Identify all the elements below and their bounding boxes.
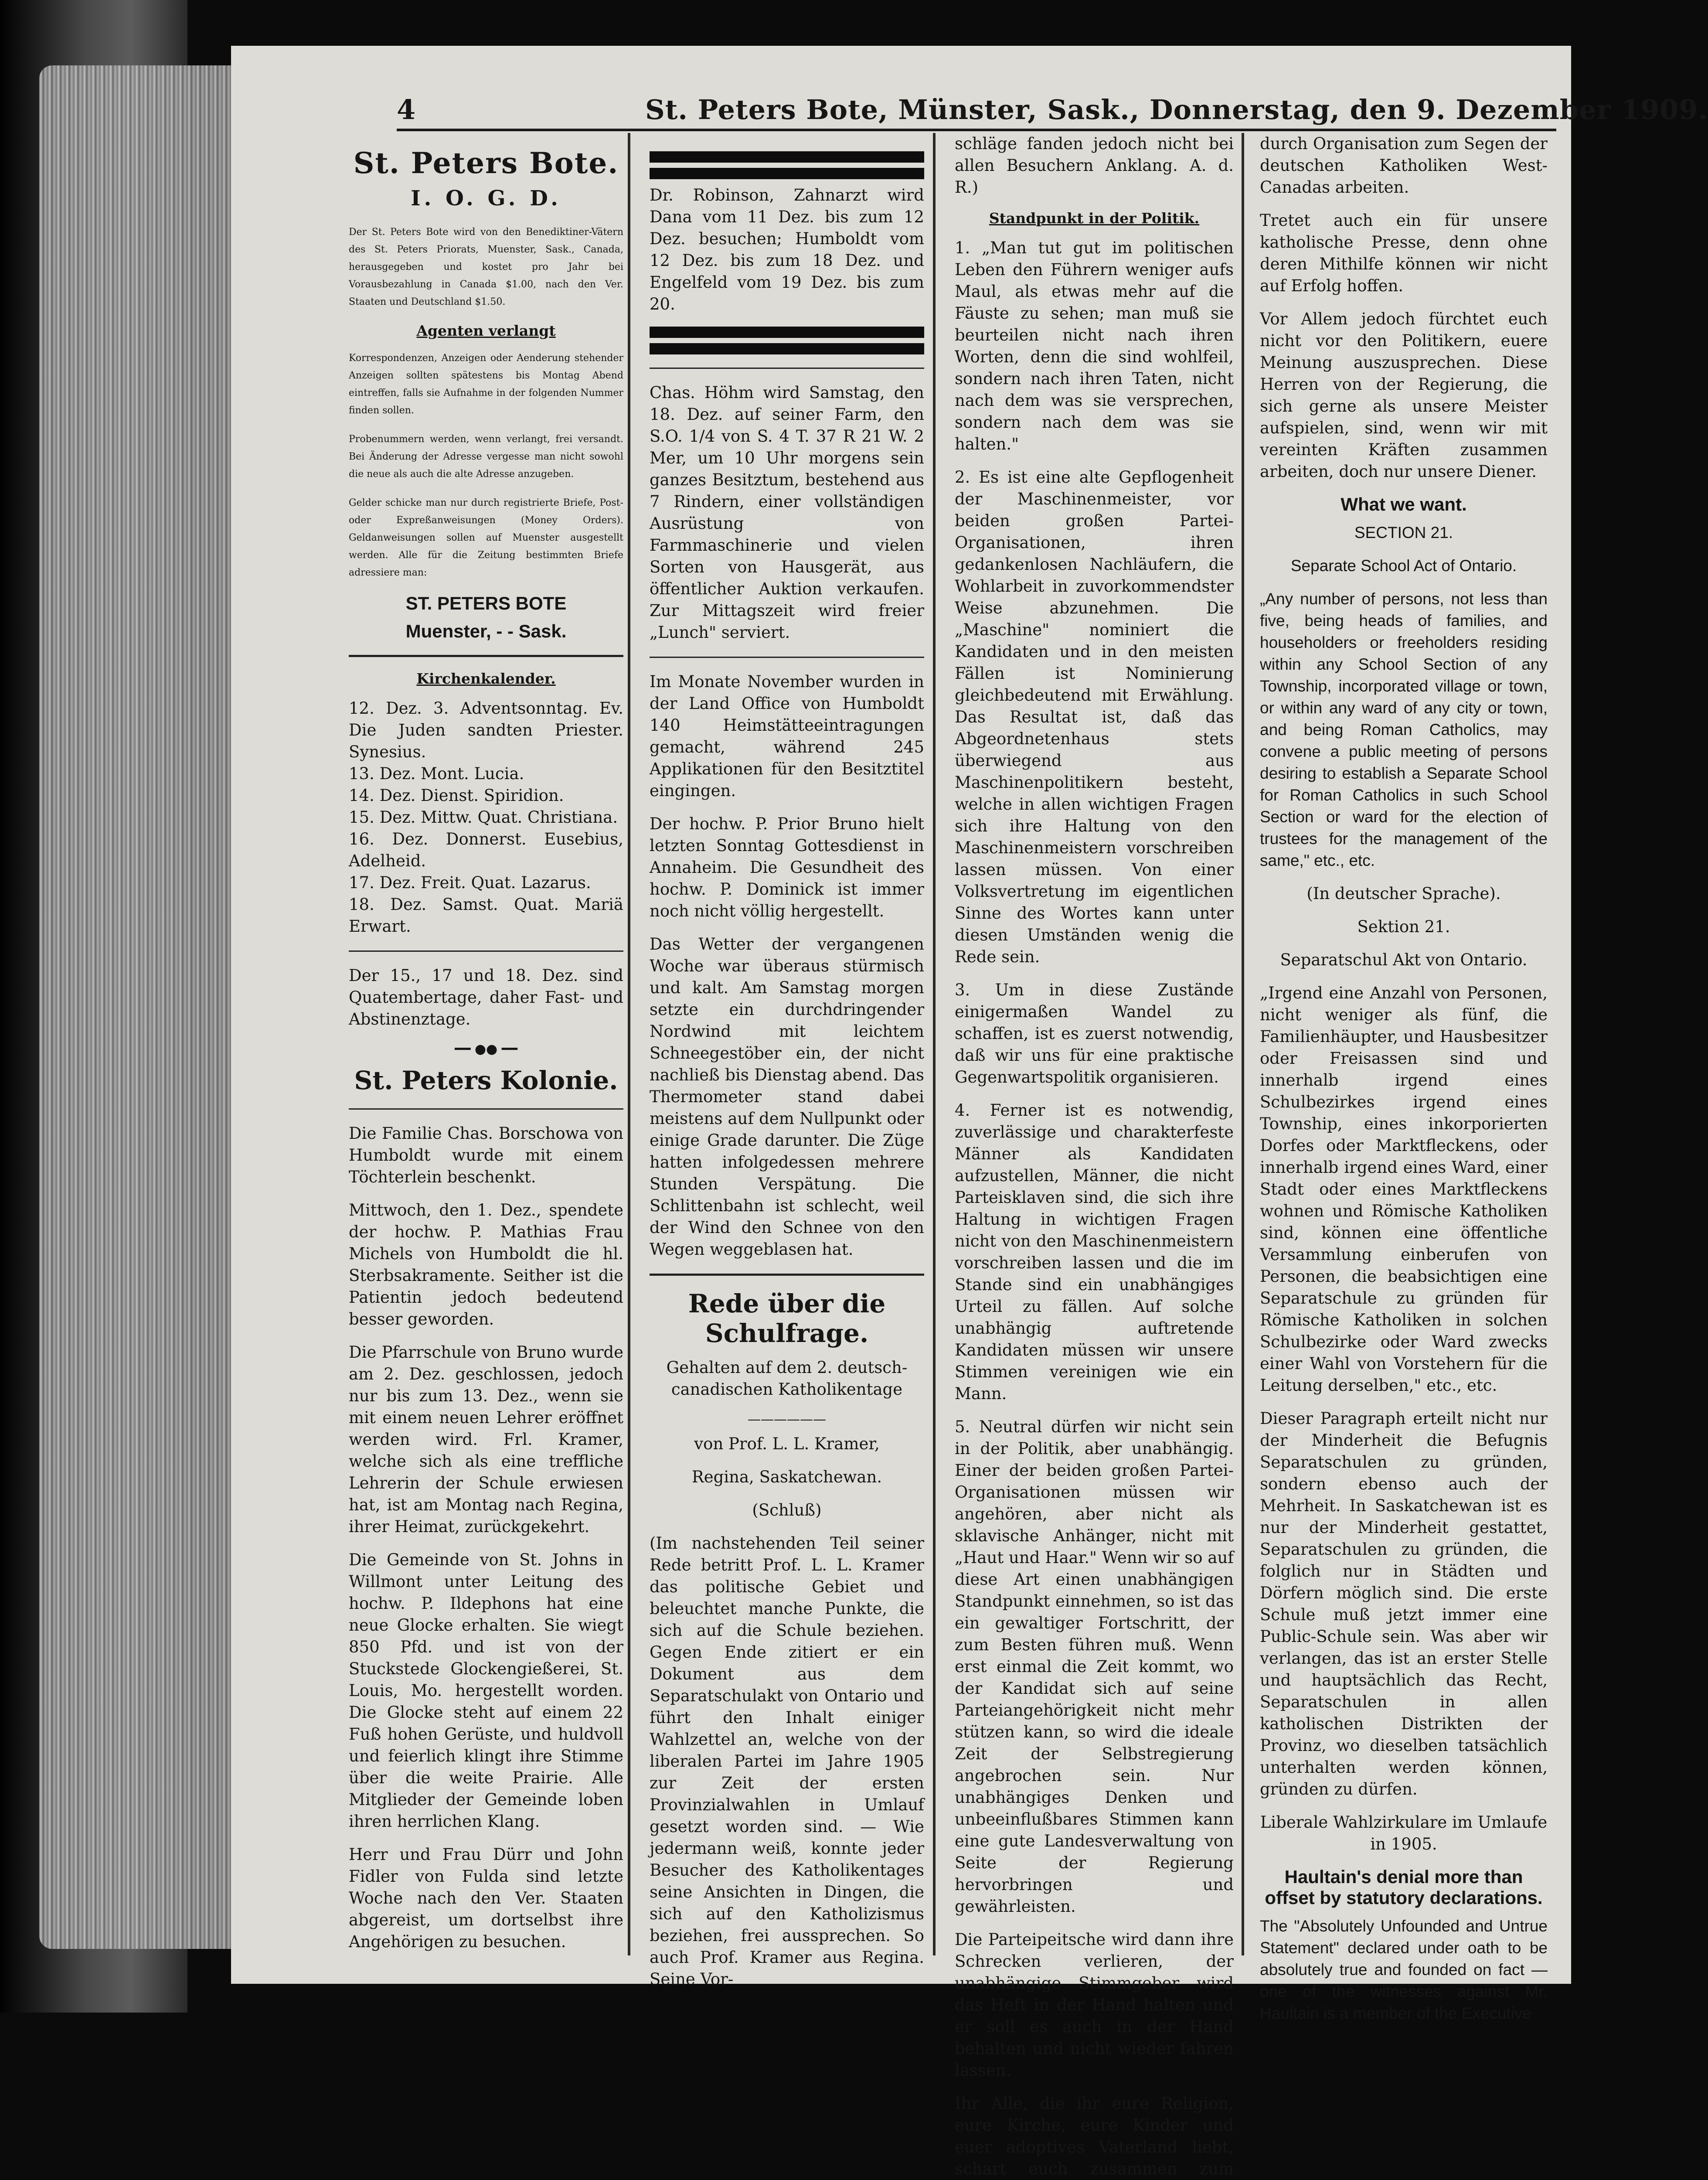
article-paragraph: Die Gemeinde von St. Johns in Willmont unter Leitung des hochw. P. Ildephons hat eine neue Glocke erhalten. Sie wiegt 850 Pfd. und ist von der Stuckstede Glockengießerei, St. Louis, Mo. hergestellt worden. Die Glocke steht auf einem 22 Fuß hohen Gerüste, und huldvoll und feierlich klingt ihre Stimme über die weite Prairie. Alle Mitglieder der Gemeinde loben ihren herrlichen Klang. — [349, 1550, 623, 1831]
article-paragraph: (Im nachstehenden Teil seiner Rede betritt Prof. L. L. Kramer das politische Gebiet und beleuchtet manche Punkte, die sich auf die Schule beziehen. Gegen Ende zitiert er ein Dokument aus dem Separatschulakt von Ontario und führt den Inhalt einiger Wahlzettel an, welche von der liberalen Partei im Jahre 1905 zur Zeit der ersten Provinzialwahlen in Umlauf gesetzt worden sind. — Wie jedermann weiß, konnte jeder Besucher des Katholikentages seine Ansichten in Dingen, die sich auf den Katholizismus beziehen, frei aussprechen. So auch Prof. Kramer aus Regina. Seine Vor- — [650, 1534, 924, 1989]
money-text: Gelder schicke man nur durch registrierte Briefe, Post- oder Expreßanweisungen (Money Orders). Geldanweisungen sollen auf Muenster ausgestellt werden. Alle für die Zeitung bestimmten Briefe adressiere man: — [349, 497, 623, 578]
divider — [650, 368, 924, 369]
haultain-article — [1260, 1915, 1548, 2024]
kirchenkalender-note: Der 15., 17 und 18. Dez. sind Quatembertage, daher Fast- und Abstinenztage. — [349, 966, 623, 1029]
section-label: SECTION 21. — [1354, 524, 1453, 542]
masthead-motto: I. O. G. D. — [411, 186, 561, 211]
column-1 — [349, 146, 623, 1969]
column-rule-2 — [933, 133, 936, 1955]
redacted-bar — [650, 168, 924, 179]
kolonie-heading: St. Peters Kolonie. — [354, 1066, 618, 1095]
masthead-title: St. Peters Bote. — [353, 146, 619, 180]
samples-text: Probenummern werden, wenn verlangt, frei versandt. Bei Änderung der Adresse vergesse man nicht sowohl die neue als auch die alte Adresse anzugeben. — [349, 434, 623, 480]
article-paragraph: The "Absolutely Unfounded and Untrue Statement" declared under oath to be absolutely true and founded on fact — one of the witnesses against Mr. Haultain is a member of the Executive — [1260, 1917, 1548, 2022]
article-paragraph: 2. Es ist eine alte Gepflogenheit der Maschinenmeister, vor beiden großen Partei-Organisationen, ihren gedankenlosen Nachläufern, die Wohlarbeit in zuvorkommendster Weise abzunehmen. Die „Maschine" nominiert die Kandidaten und in den meisten Fällen ist Nominierung gleichbedeutend mit Erwählung. Das Resultat ist, daß das Abgeordnetenhaus stets überwiegend aus Maschinenpolitikern besteht, welche in allen wichtigen Fragen sich ihre Haltung von den Maschinenmeistern vorschreiben lassen müssen. Von einer Volksvertretung im eigentlichen Sinne des Wortes kann unter diesen Umständen wenig die Rede sein. — [955, 468, 1234, 966]
article-paragraph: Vor Allem jedoch fürchtet euch nicht vor den Politikern, euere Meinung auszusprechen. Diese Herren von der Regierung, die sich gerne als unsere Meister aufspielen, sind, wenn wir mit vereinten Kräften zusammen arbeiten, doch nur unsere Diener. — [1260, 310, 1548, 481]
article-paragraph: 5. Neutral dürfen wir nicht sein in der Politik, aber unabhängig. Einer der beiden großen Partei-Organisationen müssen wir angehören, aber nicht als sklavische Anhänger, nicht mit „Haut und Haar." Wenn wir so auf diese Art einen unabhängigen Standpunkt einnehmen, so ist das ein gewaltiger Fortschritt, der zum Besten führen muß. Wenn erst einmal die Zeit kommt, wo der Kandidat sich auf seine Parteiangehörigkeit nicht mehr stützen kann, so wird die ideale Zeit der Selbstregierung angebrochen sein. Nur unabhängiges Denken und unbeeinflußbares Stimmen kann eine gute Landesverwaltung von Seite der Regierung hervorbringen und gewährleisten. — [955, 1417, 1234, 1916]
divider — [650, 1274, 924, 1276]
article-paragraph: 1. „Man tut gut im politischen Leben den Führern weniger aufs Maul, als etwas mehr auf die Fäuste zu sehen; man muß sie beurteilen nicht nach ihren Worten, denn die sind wohlfeil, sondern nach ihren Taten, nicht nach dem was sie versprechen, sondern nach dem was sie halten." — [955, 238, 1234, 453]
agents-text: Korrespondenzen, Anzeigen oder Aenderung stehender Anzeigen sollten spätestens bis Montag Abend eintreffen, falls sie Aufnahme in der folgenden Nummer finden sollen. — [349, 353, 623, 416]
kirchenkalender-heading: Kirchenkalender. — [416, 670, 556, 687]
article-paragraph: Das Wetter der vergangenen Woche war überaus stürmisch und kalt. Am Samstag morgen setzte ein durchdringender Nordwind mit leichtem Schneegestöber ein, der nicht nachließ bis Dienstag abend. Das Thermometer stand dabei meistens auf dem Nullpunkt oder einige Grade darunter. Die Züge hatten infolgedessen mehrere Stunden Verspätung. Die Schlittenbahn ist schlecht, weil der Wind den Schnee von den Wegen weggeblasen hat. — [650, 935, 924, 1259]
rede-subtitle: Gehalten auf dem 2. deutsch-canadischen Katholikentage — [666, 1358, 908, 1399]
article-paragraph: Tretet auch ein für unsere katholische Presse, denn ohne deren Mithilfe können wir nicht auf Erfolg hoffen. — [1260, 211, 1548, 295]
list-item: 15. Dez. Mittw. Quat. Christiana. — [349, 808, 618, 827]
list-item: 18. Dez. Samst. Quat. Mariä Erwart. — [349, 895, 623, 936]
list-item: 17. Dez. Freit. Quat. Lazarus. — [349, 873, 591, 892]
address-name: ST. PETERS BOTE — [405, 593, 567, 613]
what-we-want-heading: What we want. — [1341, 494, 1467, 514]
article-paragraph: Dieser Paragraph erteilt nicht nur der Minderheit die Befugnis Separatschulen zu gründen, sondern ebenso auch der Mehrheit. In Saskatchewan ist es nur der Minderheit gestattet, Separatschulen zu gründen, die folglich nur in Städten und Dörfern möglich sind. Die erste Schule muß jetzt immer eine Public-Schule sein. Was aber wir verlangen, das ist an erster Stelle und hauptsächlich das Recht, Separatschulen in allen katholischen Distrikten der Provinz, wo dieselben tatsächlich unterhalten werden können, gründen zu dürfen. — [1260, 1409, 1548, 1798]
column-rule-1 — [628, 133, 630, 1955]
rede-author: von Prof. L. L. Kramer, — [694, 1434, 880, 1453]
redacted-bar — [650, 151, 924, 163]
redacted-bar — [650, 343, 924, 354]
article-paragraph: „Any number of persons, not less than five, being heads of families, and householders or freeholders residing within any School Section of any Township, incorporated village or town, or within any ward of any city or town, and being Roman Catholics, may convene a public meeting of persons desiring to establish a Separate School for Roman Catholics in such School Section or ward for the election of trustees for the management of the same," etc., etc. — [1260, 590, 1548, 869]
article-paragraph: Dr. Robinson, Zahnarzt wird Dana vom 11 Dez. bis zum 12 Dez. besuchen; Humboldt vom 12 Dez. bis zum 18 Dez. und Engelfeld vom 19 Dez. bis zum 20. — [650, 186, 924, 313]
sektion-label: Sektion 21. — [1357, 917, 1450, 936]
redacted-bar — [650, 327, 924, 338]
list-item: 13. Dez. Mont. Lucia. — [349, 764, 524, 783]
divider — [349, 950, 623, 952]
haultain-heading: Haultain's denial more than offset by statutory declarations. — [1265, 1867, 1543, 1908]
list-item: 16. Dez. Donnerst. Eusebius, Adelheid. — [349, 830, 623, 870]
column-4 — [1260, 133, 1548, 2022]
newspaper-page — [231, 46, 1708, 2178]
ornament-divider: ━━ ●● ━━ — [455, 1042, 517, 1057]
page-header-title: St. Peters Bote, Münster, Sask., Donnerstag, den 9. Dezember 1909. — [645, 94, 1708, 126]
rede-end: (Schluß) — [752, 1501, 822, 1519]
divider — [650, 657, 924, 658]
divider — [349, 655, 623, 657]
header-rule — [397, 129, 1556, 131]
column-3 — [955, 133, 1234, 2178]
article-paragraph: Der hochw. P. Prior Bruno hielt letzten Sonntag Gottesdienst in Annaheim. Die Gesundheit des hochw. P. Dominick ist immer noch nicht völlig hergestellt. — [650, 814, 924, 920]
article-paragraph: Die Familie Chas. Borschowa von Humboldt wurde mit einem Töchterlein beschenkt. — [349, 1124, 623, 1186]
german-note: (In deutscher Sprache). — [1307, 884, 1501, 903]
article-paragraph: 3. Um in diese Zustände einigermaßen Wandel zu schaffen, ist es zuerst notwendig, daß wir uns für eine praktische Gegenwartspolitik organisieren. — [955, 981, 1234, 1087]
column-2 — [650, 146, 924, 1989]
liberal-note: Liberale Wahlzirkulare im Umlaufe in 1905. — [1260, 1813, 1548, 1853]
masthead-info — [349, 224, 623, 582]
article-paragraph: Die Pfarrschule von Bruno wurde am 2. Dez. geschlossen, jedoch nur bis zum 13. Dez., wenn sie mit einem neuen Lehrer eröffnet werden wird. Frl. Kramer, welche sich als eine treffliche Lehrerin der Schule erwiesen hat, ist am Montag nach Regina, ihrer Heimat, zurückgekehrt. — [349, 1343, 623, 1536]
article-paragraph: „Irgend eine Anzahl von Personen, nicht weniger als fünf, die Familienhäupter, und Hausbesitzer oder Freisassen sind und innerhalb irgend eines Schulbezirkes irgend eines Township, eines inkorporierten Dorfes oder Marktfleckens, oder innerhalb irgend eines Ward, einer Stadt oder eines Marktfleckens wohnen und Römische Katholiken sind, können eine öffentliche Versammlung einberufen von Personen, die beabsichtigen eine Separatschule zu gründen für Römische Katholiken in solchen Schulbezirke oder Ward zwecks einer Wahl von Vorstehern für die Leitung derselben," etc., etc. — [1260, 984, 1548, 1395]
page-number: 4 — [397, 94, 416, 126]
rede-place: Regina, Saskatchewan. — [691, 1468, 882, 1486]
agents-heading: Agenten verlangt — [416, 322, 556, 339]
rede-title: Rede über die Schulfrage. — [688, 1289, 886, 1348]
column-rule-3 — [1242, 133, 1244, 1955]
kirchenkalender-list — [349, 698, 623, 937]
article-paragraph: Im Monate November wurden in der Land Office von Humboldt 140 Heimstätteeintragungen gemacht, während 245 Applikationen für den Besitztitel eingingen. — [650, 672, 924, 800]
article-paragraph: Mittwoch, den 1. Dez., spendete der hochw. P. Mathias Frau Michels von Humboldt die hl. Sterbsakramente. Seither ist die Patientin jedoch bedeutend besser geworden. — [349, 1201, 623, 1328]
act-label: Separate School Act of Ontario. — [1290, 557, 1517, 575]
article-paragraph: durch Organisation zum Segen der deutschen Katholiken West-Canadas arbeiten. — [1260, 134, 1548, 197]
masthead-intro: Der St. Peters Bote wird von den Benediktiner-Vätern des St. Peters Priorats, Muenster, Sask., Canada, herausgegeben und kostet pro Jahr bei Vorausbezahlung in Canada $1.00, nach den Ver. Staaten und Deutschland $1.50. — [349, 227, 623, 307]
article-paragraph: 4. Ferner ist es notwendig, zuverlässige und charakterfeste Männer als Kandidaten aufzustellen, Männer, die nicht Parteisklaven sind, die sich ihre Haltung in wichtigen Fragen nicht von den Maschinenmeistern vorschreiben lassen und die im Stande sind ein unabhängiges Urteil zu fällen. Auf solche unabhängig auftretende Kandidaten müssen wir unsere Stimmen vereinigen wie ein Mann. — [955, 1101, 1234, 1403]
divider — [349, 1108, 623, 1110]
address-place: Muenster, - - Sask. — [405, 621, 567, 641]
page-edges — [39, 65, 244, 1949]
article-paragraph: Ihr Alle, die ihr eure Religion, eure Kirche, eure Kinder und euer adoptives Vaterland liebt, schart euch zusammen zum — [955, 2094, 1234, 2178]
ornament-divider: —————— — [748, 1412, 826, 1427]
list-item: 14. Dez. Dienst. Spiridion. — [349, 786, 564, 805]
list-item: 12. Dez. 3. Adventsonntag. Ev. Die Juden sandten Priester. Synesius. — [349, 699, 623, 761]
article-paragraph: Die Parteipeitsche wird dann ihre Schrecken verlieren, der unabhängige Stimmgeber wird das Heft in der Hand halten und er soll es auch in der Hand behalten und nicht wieder fahren lassen. — [955, 1930, 1234, 2080]
akt-label: Separatschul Akt von Ontario. — [1280, 950, 1528, 969]
politik-heading: Standpunkt in der Politik. — [989, 210, 1200, 227]
article-paragraph: Chas. Höhm wird Samstag, den 18. Dez. auf seiner Farm, den S.O. 1/4 von S. 4 T. 37 R 21 W. 2 Mer, um 10 Uhr morgens sein ganzes Besitztum, bestehend aus 7 Rindern, einer vollständigen Ausrüstung von Farmmaschinerie und vielen Sorten von Hausgerät, aus öffentlicher Auktion verkaufen. Zur Mittagszeit wird freier „Lunch" serviert. — [650, 383, 924, 642]
article-paragraph: schläge fanden jedoch nicht bei allen Besuchern Anklang. A. d. R.) — [955, 134, 1234, 197]
article-paragraph: Herr und Frau Dürr und John Fidler von Fulda sind letzte Woche nach den Ver. Staaten abgereist, um dortselbst ihre Angehörigen zu besuchen. — [349, 1845, 623, 1951]
english-quote — [1260, 588, 1548, 872]
